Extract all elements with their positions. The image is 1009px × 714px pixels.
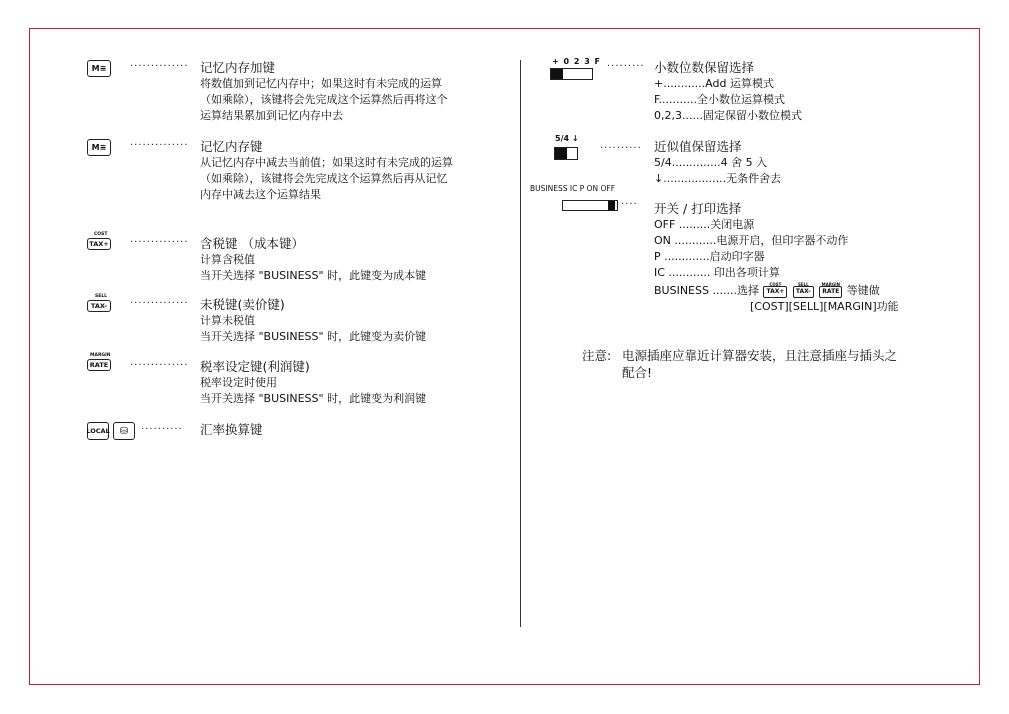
memory-minus-key-icon: M≡ [87, 139, 111, 156]
memory-minus-line-1: 从记忆内存中减去当前值；如果这时有未完成的运算 [200, 156, 453, 169]
rounding-switch-knob [555, 148, 567, 159]
decimal-line-1: +............Add 运算模式 [654, 77, 774, 90]
leader-dots: ·············· [130, 237, 189, 248]
cost-key-sup: COST [94, 232, 108, 237]
tax-minus-line-1: 计算未税值 [200, 314, 255, 327]
power-line-business-2: [COST][SELL][MARGIN]功能 [750, 300, 899, 313]
leader-dots: ·········· [600, 143, 642, 154]
power-line-off: OFF .........关闭电源 [654, 218, 755, 231]
rounding-line-2: ↓..................无条件舍去 [654, 172, 782, 185]
note-line-2: 配合! [622, 365, 653, 380]
decimal-line-3: 0,2,3......固定保留小数位模式 [654, 109, 802, 122]
exchange-title: 汇率换算键 [200, 422, 263, 437]
power-title: 开关 / 打印选择 [654, 201, 742, 216]
rounding-title: 近似值保留选择 [654, 139, 742, 154]
leader-dots: ·············· [130, 140, 189, 151]
memory-plus-title: 记忆内存加键 [200, 60, 276, 75]
note-label: 注意: [582, 348, 612, 363]
leader-dots: ·············· [130, 298, 189, 309]
memory-plus-line-1: 将数值加到记忆内存中；如果这时有未完成的运算 [200, 77, 442, 90]
leader-dots: ·············· [130, 360, 189, 371]
leader-dots: ·········· [141, 424, 183, 435]
tax-plus-title: 含税键 （成本键） [200, 236, 304, 251]
sell-key-sup: SELL [95, 294, 108, 299]
leader-dots: ···· [621, 199, 638, 210]
local-key-icon: LOCAL [87, 422, 109, 440]
decimal-entry [654, 60, 802, 124]
decimal-title: 小数位数保留选择 [654, 60, 755, 75]
leader-dots: ·············· [130, 61, 189, 72]
memory-minus-title: 记忆内存键 [200, 139, 263, 154]
power-switch-labels: BUSINESS IC P ON OFF [530, 184, 616, 193]
rate-line-2: 当开关选择 "BUSINESS" 时，此键变为利润键 [200, 392, 427, 405]
rounding-switch-labels: 5/4 ↓ [555, 134, 579, 143]
memory-minus-line-2: （如乘除），该键将会先完成这个运算然后再从记忆 [200, 172, 448, 185]
memory-plus-line-3: 运算结果累加到记忆内存中去 [200, 109, 343, 122]
power-switch-icon [562, 200, 618, 211]
rate-line-1: 税率设定时使用 [200, 376, 277, 389]
margin-key-sup: MARGIN [90, 353, 111, 358]
rounding-switch-icon [554, 147, 578, 160]
business-prefix: BUSINESS .......选择 [654, 284, 759, 297]
column-divider [520, 60, 521, 627]
rate-entry [200, 359, 426, 407]
tax-plus-key-icon: TAX+ [87, 238, 111, 250]
tax-minus-title: 未税键(卖价键) [200, 297, 285, 312]
power-line-business [654, 283, 899, 299]
tax-plus-line-1: 计算含税值 [200, 253, 255, 266]
tax-minus-key-icon: TAX- [87, 300, 111, 312]
tax-minus-entry [200, 297, 426, 345]
rate-key-icon: RATE [87, 359, 111, 371]
sell-inline-key-icon: SELL TAX- [793, 286, 814, 298]
rounding-entry [654, 139, 781, 187]
tax-plus-entry [200, 236, 426, 284]
decimal-switch-icon [550, 68, 593, 80]
memory-plus-entry [200, 60, 448, 124]
memory-plus-line-2: （如乘除），该键将会先完成这个运算然后再将这个 [200, 93, 448, 106]
note-line-1: 电源插座应靠近计算器安装，且注意插座与插头之 [622, 348, 898, 363]
memory-minus-entry [200, 139, 453, 203]
decimal-line-2: F...........全小数位运算模式 [654, 93, 786, 106]
power-line-ic: IC ............ 印出各项计算 [654, 266, 780, 279]
tax-plus-line-2: 当开关选择 "BUSINESS" 时，此键变为成本键 [200, 269, 427, 282]
memory-minus-line-3: 内存中减去这个运算结果 [200, 188, 321, 201]
leader-dots: ········· [607, 61, 645, 72]
rounding-line-1: 5/4..............4 舍 5 入 [654, 156, 768, 169]
power-line-on: ON ............电源开启，但印字器不动作 [654, 234, 849, 247]
business-suffix: 等键做 [846, 284, 880, 297]
power-switch-knob [608, 201, 615, 210]
power-entry [654, 201, 899, 315]
memory-plus-key-icon: M≡ [87, 60, 111, 77]
margin-inline-key-icon: MARGIN RATE [819, 286, 842, 298]
exchange-entry [200, 422, 263, 438]
tax-minus-line-2: 当开关选择 "BUSINESS" 时，此键变为卖价键 [200, 330, 427, 343]
currency-key-icon: ⛁ [113, 422, 135, 440]
decimal-switch-labels: + 0 2 3 F [552, 57, 602, 66]
power-line-p: P .............启动印字器 [654, 250, 765, 263]
decimal-switch-knob [551, 69, 563, 79]
cost-inline-key-icon: COST TAX+ [763, 286, 787, 298]
rate-title: 税率设定键(利润键) [200, 359, 310, 374]
